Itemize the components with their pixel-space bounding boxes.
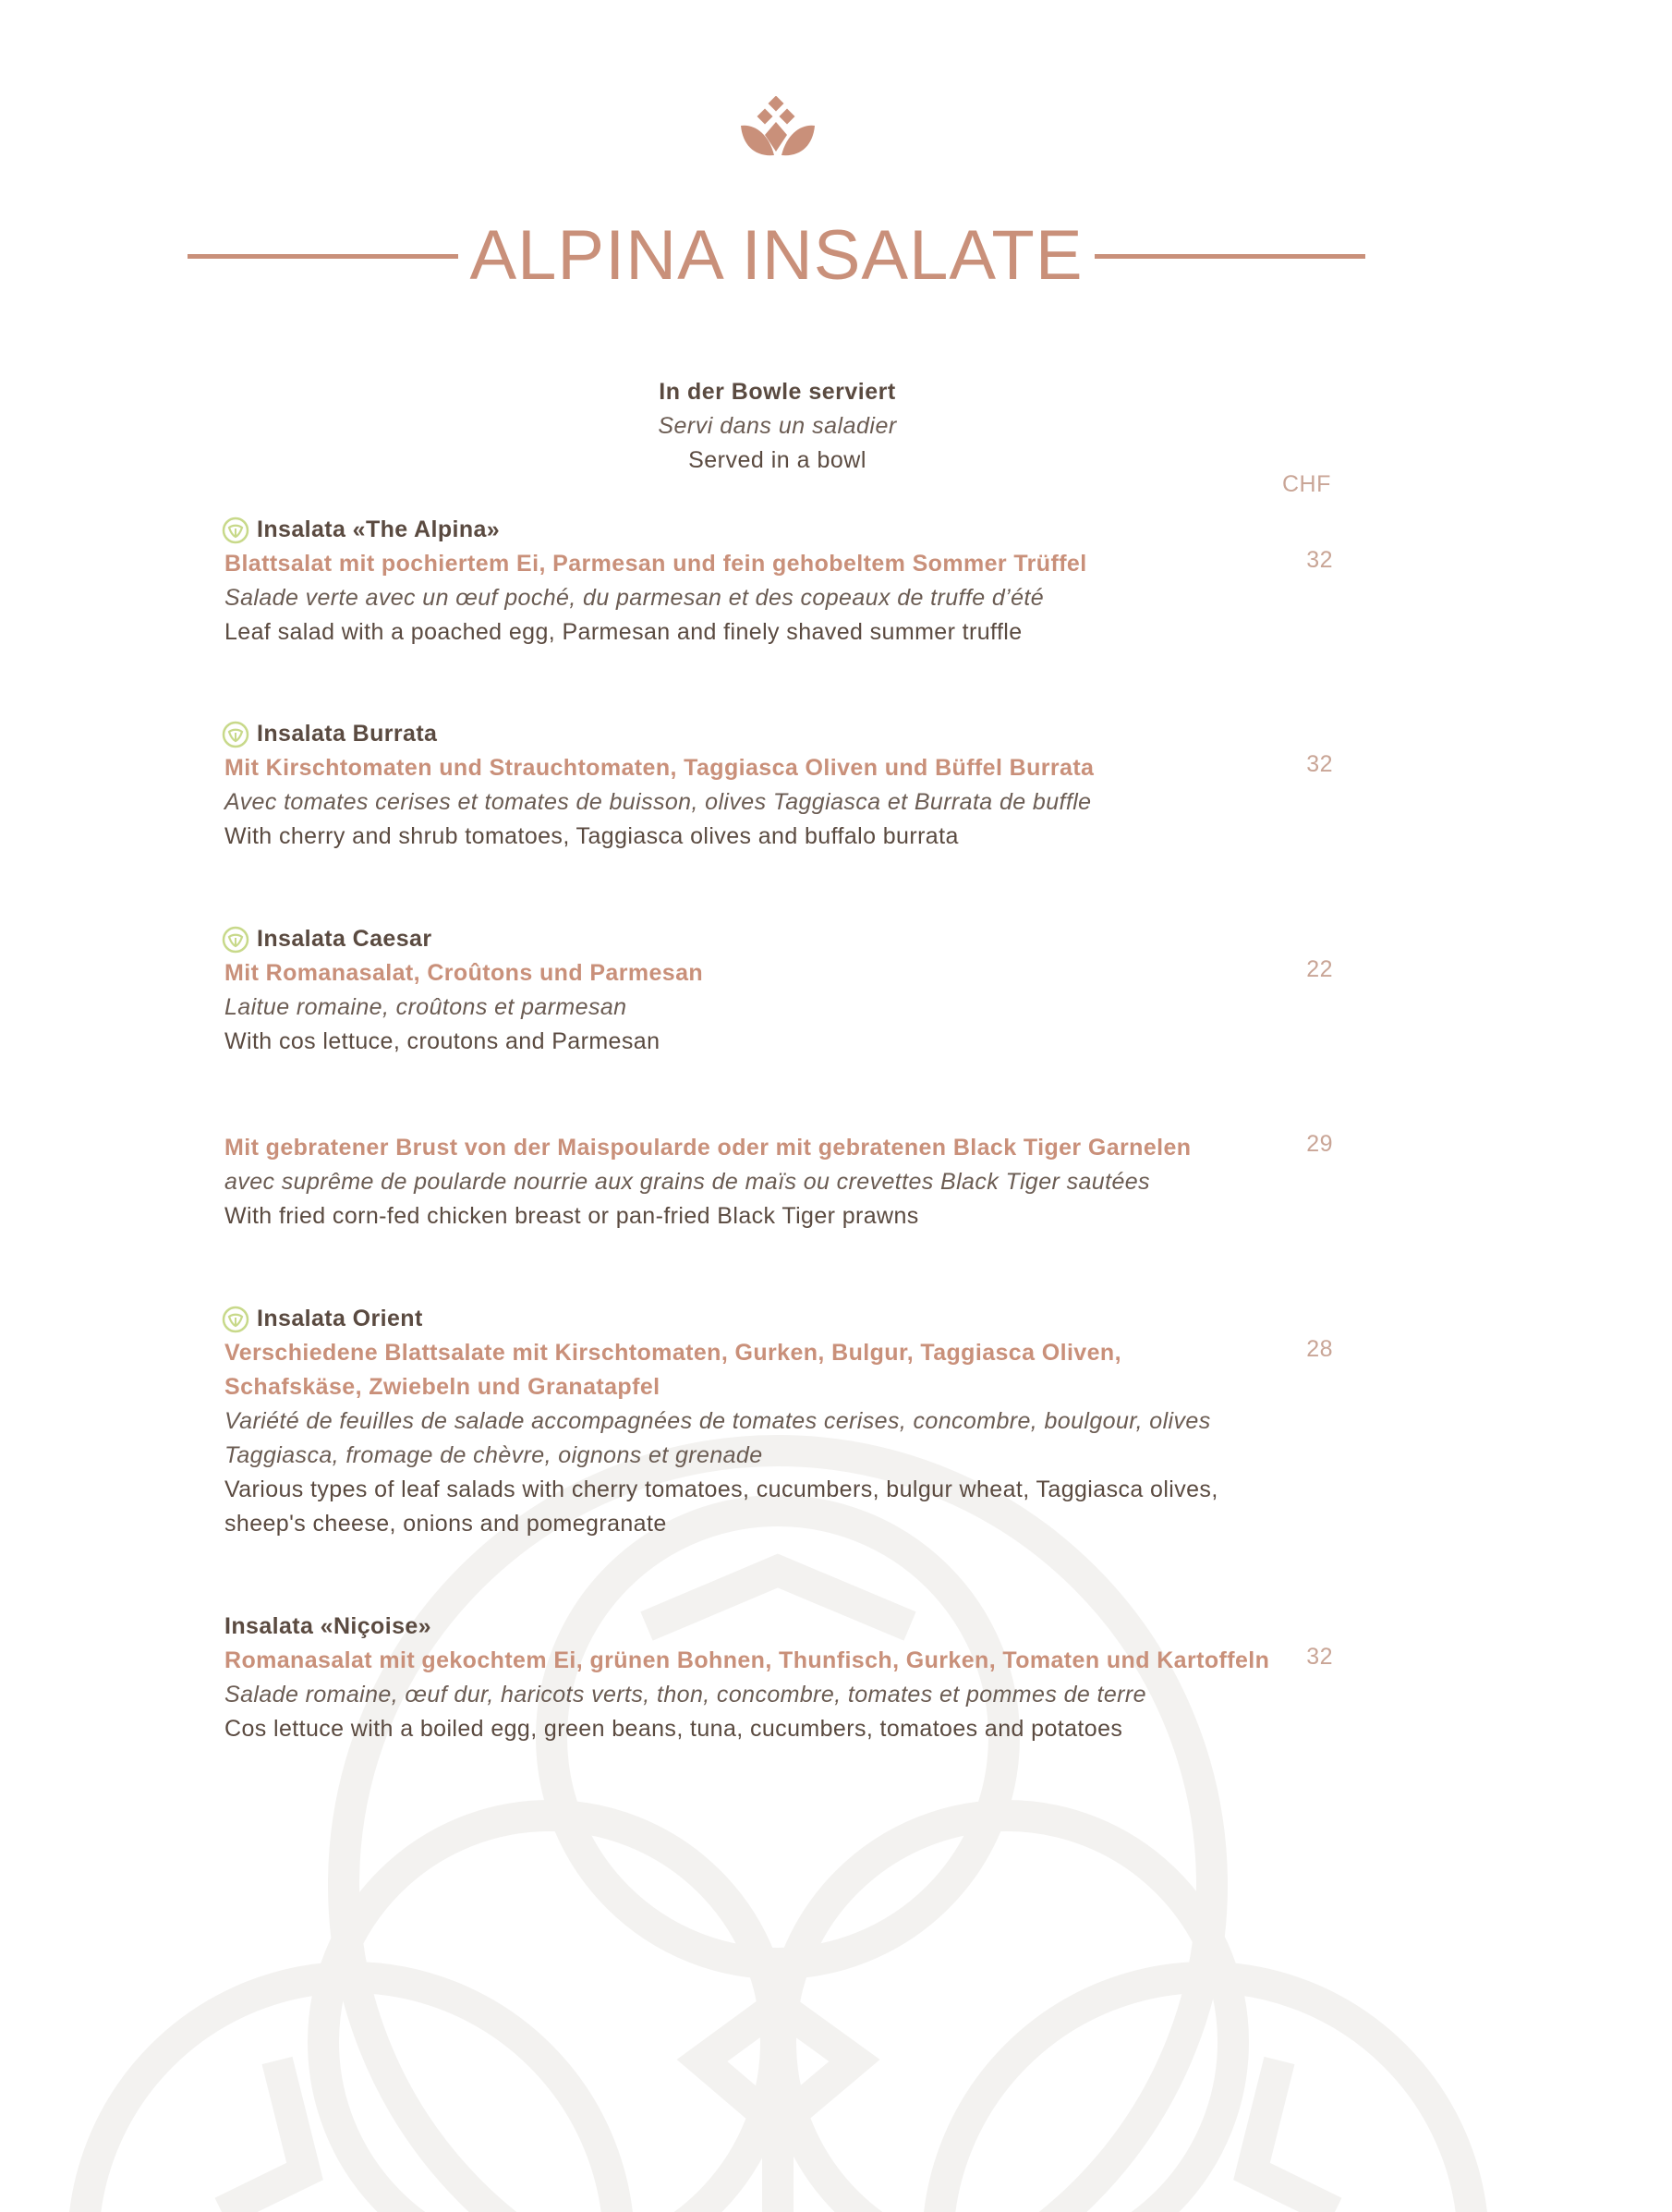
menu-item-description-en: Leaf salad with a poached egg, Parmesan and finely shaved summer truffle <box>224 619 1023 645</box>
currency-label: CHF <box>1282 471 1331 497</box>
vegetarian-leaf-icon <box>222 517 249 544</box>
lotus-logo-icon <box>737 96 818 161</box>
menu-item-caesar <box>224 922 1333 1059</box>
menu-item-description-en: With fried corn-fed chicken breast or pan-fried Black Tiger prawns <box>224 1203 919 1229</box>
vegetarian-leaf-icon <box>222 1306 249 1333</box>
menu-item-alpina <box>224 513 1333 650</box>
serving-note-de: In der Bowle serviert <box>659 379 896 405</box>
menu-item-description-fr: Salade romaine, œuf dur, haricots verts, thon, concombre, tomates et pommes de terre <box>224 1682 1146 1708</box>
menu-item-price: 28 <box>1306 1336 1333 1362</box>
menu-item-price: 29 <box>1306 1131 1333 1157</box>
vegetarian-leaf-icon <box>222 721 249 748</box>
menu-item-description-de: Mit gebratener Brust von der Maispoularde oder mit gebratenen Black Tiger Garnelen <box>224 1135 1192 1161</box>
title-divider-right <box>1095 254 1365 259</box>
menu-item-description-de: Blattsalat mit pochiertem Ei, Parmesan und fein gehobeltem Sommer Trüffel <box>224 551 1087 577</box>
menu-item-description-en: With cherry and shrub tomatoes, Taggiasca olives and buffalo burrata <box>224 823 959 849</box>
serving-note <box>0 375 1555 478</box>
menu-item-description-en: Various types of leaf salads with cherry tomatoes, cucumbers, bulgur wheat, Taggiasca olives, <box>224 1477 1218 1502</box>
page-title-row <box>188 205 1365 307</box>
menu-item-addon-protein <box>224 1131 1333 1234</box>
title-divider-left <box>188 254 458 259</box>
menu-item-name: Insalata Caesar <box>224 922 1333 956</box>
menu-item-description-de: Mit Kirschtomaten und Strauchtomaten, Taggiasca Oliven und Büffel Burrata <box>224 755 1095 781</box>
menu-item-name: Insalata «Niçoise» <box>224 1613 431 1639</box>
page-title: ALPINA INSALATE <box>469 216 1084 295</box>
serving-note-en: Served in a bowl <box>688 447 866 473</box>
menu-item-description-fr-cont: Taggiasca, fromage de chèvre, oignons et grenade <box>224 1442 763 1468</box>
menu-item-description-de-cont: Schafskäse, Zwiebeln und Granatapfel <box>224 1374 660 1400</box>
menu-item-name: Insalata Orient <box>224 1302 1333 1336</box>
menu-item-description-en: Cos lettuce with a boiled egg, green beans, tuna, cucumbers, tomatoes and potatoes <box>224 1716 1123 1742</box>
menu-item-description-en-cont: sheep's cheese, onions and pomegranate <box>224 1511 667 1537</box>
menu-item-name: Insalata «The Alpina» <box>224 513 1333 547</box>
menu-item-description-fr: Salade verte avec un œuf poché, du parmesan et des copeaux de truffe d’été <box>224 585 1045 611</box>
menu-item-name: Insalata Burrata <box>224 717 1333 751</box>
menu-item-price: 32 <box>1306 547 1333 573</box>
menu-item-description-fr: Avec tomates cerises et tomates de buisson, olives Taggiasca et Burrata de buffle <box>224 789 1092 815</box>
menu-item-burrata <box>224 717 1333 854</box>
menu-item-orient <box>224 1302 1333 1541</box>
menu-item-description-de: Mit Romanasalat, Croûtons und Parmesan <box>224 960 704 986</box>
menu-item-description-fr: Laitue romaine, croûtons et parmesan <box>224 994 627 1020</box>
vegetarian-leaf-icon <box>222 926 249 954</box>
menu-item-price: 32 <box>1306 751 1333 777</box>
menu-item-price: 32 <box>1306 1644 1333 1670</box>
menu-item-description-de: Romanasalat mit gekochtem Ei, grünen Bohnen, Thunfisch, Gurken, Tomaten und Kartoffeln <box>224 1647 1270 1673</box>
menu-item-description-en: With cos lettuce, croutons and Parmesan <box>224 1028 660 1054</box>
serving-note-fr: Servi dans un saladier <box>658 413 897 439</box>
menu-item-description-fr: Variété de feuilles de salade accompagnées de tomates cerises, concombre, boulgour, olives <box>224 1408 1211 1434</box>
menu-item-nicoise <box>224 1610 1333 1746</box>
menu-item-description-de: Verschiedene Blattsalate mit Kirschtomaten, Gurken, Bulgur, Taggiasca Oliven, <box>224 1340 1121 1366</box>
menu-item-description-fr: avec suprême de poularde nourrie aux grains de maïs ou crevettes Black Tiger sautées <box>224 1169 1150 1195</box>
menu-item-price: 22 <box>1306 956 1333 982</box>
